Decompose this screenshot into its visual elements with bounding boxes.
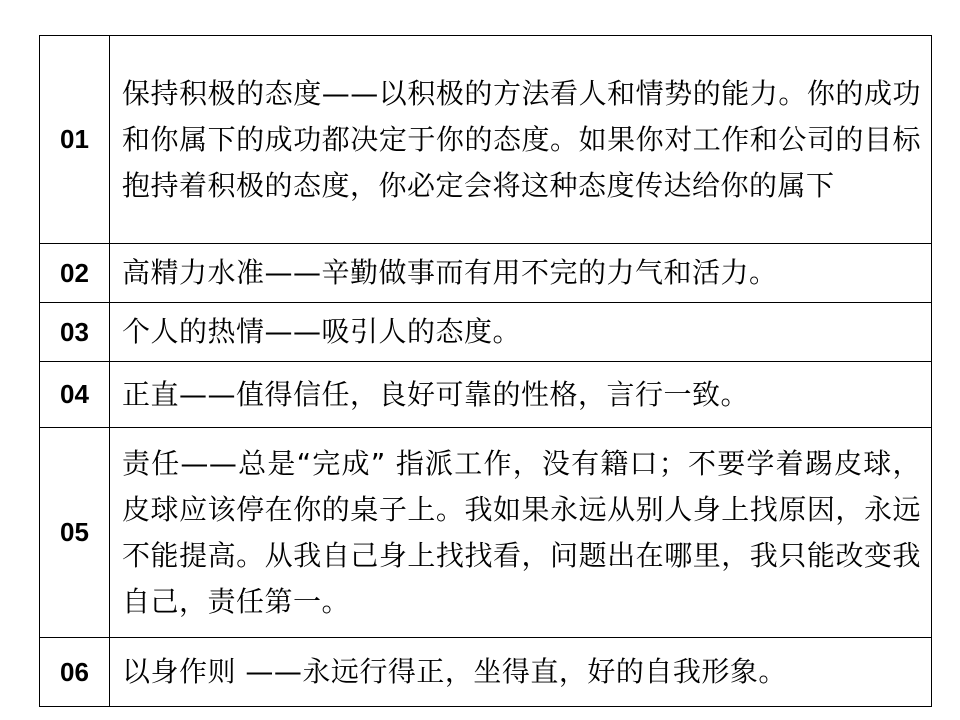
table-row [40, 362, 932, 428]
table-row [40, 638, 932, 707]
table-row [40, 244, 932, 303]
row-description: 保持积极的态度——以积极的方法看人和情势的能力。你的成功和你属下的成功都决定于你的态度。如果你对工作和公司的目标抱持着积极的态度，你必定会将这种态度传达给你的属下 [110, 36, 932, 244]
row-description: 高精力水准——辛勤做事而有用不完的力气和活力。 [110, 244, 932, 303]
row-number: 02 [40, 244, 110, 303]
row-number: 06 [40, 638, 110, 707]
table-row [40, 303, 932, 362]
qualities-table [39, 35, 932, 707]
row-number: 04 [40, 362, 110, 428]
table-row [40, 36, 932, 244]
row-description: 个人的热情——吸引人的态度。 [110, 303, 932, 362]
row-description: 以身作则 ——永远行得正，坐得直，好的自我形象。 [110, 638, 932, 707]
row-description: 责任——总是“完成” 指派工作，没有籍口；不要学着踢皮球，皮球应该停在你的桌子上。我如果永远从别人身上找原因，永远不能提高。从我自己身上找找看，问题出在哪里，我只能改变我自己，责任第一。 [110, 428, 932, 638]
table-row [40, 428, 932, 638]
row-number: 03 [40, 303, 110, 362]
row-number: 05 [40, 428, 110, 638]
row-description: 正直——值得信任，良好可靠的性格，言行一致。 [110, 362, 932, 428]
row-number: 01 [40, 36, 110, 244]
slide [39, 35, 932, 707]
